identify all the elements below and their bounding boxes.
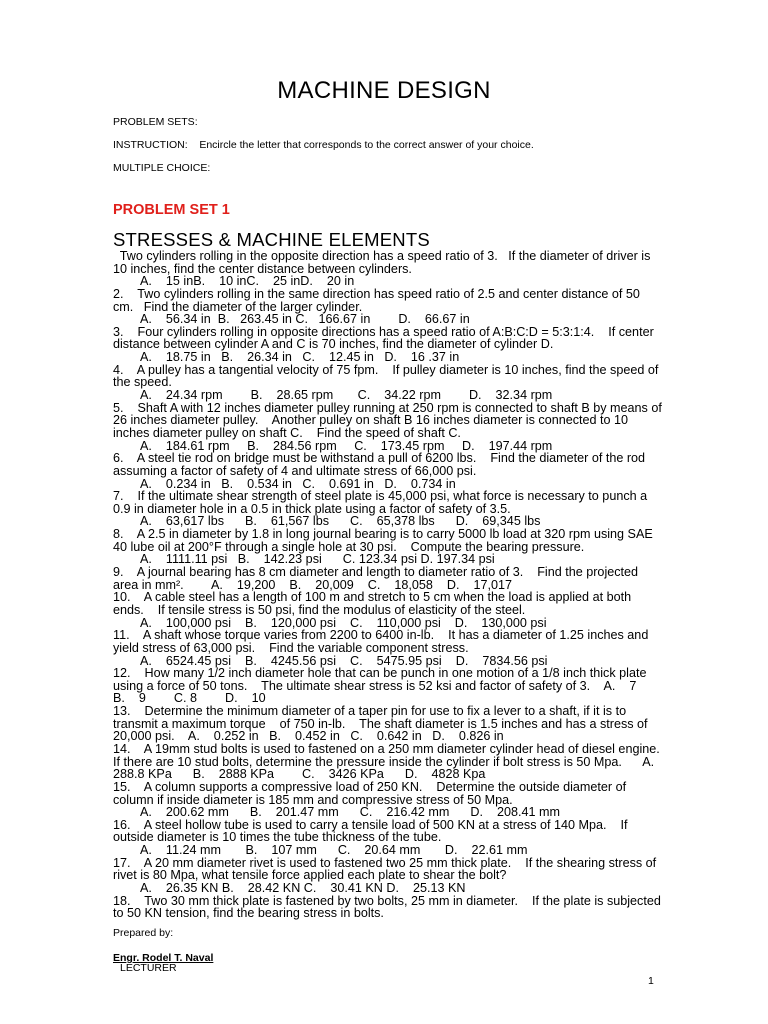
page-number: 1 bbox=[648, 975, 654, 987]
problem-line: 6. A steel tie rod on bridge must be withstand a pull of 6200 lbs. Find the diameter of the rod bbox=[113, 451, 646, 466]
author-role: LECTURER bbox=[120, 962, 177, 974]
prepared-by-label: Prepared by: bbox=[113, 927, 174, 939]
problem-line: 18. Two 30 mm thick plate is fastened by two bolts, 25 mm in diameter. If the plate is subjected bbox=[113, 893, 661, 908]
problem-line: A. 11.24 mm B. 107 mm C. 20.64 mm D. 22.61 mm bbox=[140, 843, 528, 858]
problem-line: 20,000 psi. A. 0.252 in B. 0.452 in C. 0.642 in D. 0.826 in bbox=[113, 729, 504, 744]
problem-line: A. 18.75 in B. 26.34 in C. 12.45 in D. 16 .37 in bbox=[140, 350, 460, 365]
problem-line: 5. Shaft A with 12 inches diameter pulley running at 250 rpm is connected to shaft B by means of bbox=[113, 400, 662, 415]
problem-line: outside diameter is 10 times the tube thickness of the tube. bbox=[113, 830, 442, 845]
problem-line: B. 9 C. 8 D. 10 bbox=[113, 691, 266, 706]
problem-line: inches diameter pulley on shaft C. Find the speed of shaft C. bbox=[113, 425, 461, 440]
problem-line: cm. Find the diameter of the larger cylinder. bbox=[113, 299, 363, 314]
problem-line: 15. A column supports a compressive load of 250 KN. Determine the outside diameter of bbox=[113, 779, 627, 794]
problem-line: yield stress of 63,000 psi. Find the variable component stress. bbox=[113, 640, 469, 655]
problem-line: 10. A cable steel has a length of 100 m and stretch to 5 cm when the load is applied at both bbox=[113, 590, 632, 605]
problem-line: 12. How many 1/2 inch diameter hole that can be punch in one motion of a 1/8 inch thick plate bbox=[113, 666, 647, 681]
section-title: STRESSES & MACHINE ELEMENTS bbox=[113, 229, 430, 250]
problem-line: distance between cylinder A and C is 70 inches, find the diameter of cylinder D. bbox=[113, 337, 554, 352]
problem-line: 40 lube oil at 200°F through a single hole at 30 psi. Compute the bearing pressure. bbox=[113, 539, 585, 554]
problem-line: 7. If the ultimate shear strength of steel plate is 45,000 psi, what force is necessary to punch a bbox=[113, 489, 648, 504]
problem-line: rivet is 80 Mpa, what tensile force applied each plate to shear the bolt? bbox=[113, 868, 507, 883]
problem-line: 8. A 2.5 in diameter by 1.8 in long journal bearing is to carry 5000 lb load at 320 rpm using SAE bbox=[113, 527, 653, 542]
problem-line: A. 200.62 mm B. 201.47 mm C. 216.42 mm D. 208.41 mm bbox=[140, 805, 560, 820]
problem-line: 0.9 in diameter hole in a 0.5 in thick plate using a factor of safety of 3.5. bbox=[113, 501, 511, 516]
problem-line: 10 inches, find the center distance between cylinders. bbox=[113, 261, 412, 276]
problem-line: A. 15 inB. 10 inC. 25 inD. 20 in bbox=[140, 274, 355, 289]
problem-line: column if inside diameter is 185 mm and compressive stress of 50 Mpa. bbox=[113, 792, 513, 807]
problem-line: 26 inches diameter pulley. Another pulley on shaft B 16 inches diameter is connected to 10 bbox=[113, 413, 629, 428]
problem-sets-label: PROBLEM SETS: bbox=[113, 116, 198, 128]
problem-line: transmit a maximum torque of 750 in-lb. The shaft diameter is 1.5 inches and has a stress of bbox=[113, 716, 648, 731]
problem-line: A. 6524.45 psi B. 4245.56 psi C. 5475.95 psi D. 7834.56 psi bbox=[140, 653, 548, 668]
problem-line: 13. Determine the minimum diameter of a taper pin for use to fix a lever to a shaft, if it is to bbox=[113, 704, 627, 719]
problem-line: to 50 KN tension, find the bearing stress in bolts. bbox=[113, 906, 384, 921]
problem-line: 11. A shaft whose torque varies from 2200 to 6400 in-lb. It has a diameter of 1.25 inches and bbox=[113, 628, 649, 643]
problem-line: area in mm². A. 19,200 B. 20,009 C. 18,058 D. 17,017 bbox=[113, 577, 513, 592]
instruction-text: INSTRUCTION: Encircle the letter that corresponds to the correct answer of your choice. bbox=[113, 139, 534, 151]
problem-line: 14. A 19mm stud bolts is used to fastened on a 250 mm diameter cylinder head of diesel engine. bbox=[113, 741, 660, 756]
problem-line: 4. A pulley has a tangential velocity of 75 fpm. If pulley diameter is 10 inches, find the speed of bbox=[113, 362, 659, 377]
problem-line: A. 63,617 lbs B. 61,567 lbs C. 65,378 lbs D. 69,345 lbs bbox=[140, 514, 541, 529]
multiple-choice-label: MULTIPLE CHOICE: bbox=[113, 162, 211, 174]
problem-line: 16. A steel hollow tube is used to carry a tensile load of 500 KN at a stress of 140 Mpa. If bbox=[113, 817, 628, 832]
problem-line: If there are 10 stud bolts, determine the pressure inside the cylinder if bolt stress is 50 Mpa. A. bbox=[113, 754, 655, 769]
problem-line: Two cylinders rolling in the opposite direction has a speed ratio of 3. If the diameter of driver is bbox=[113, 249, 651, 263]
problem-line: A. 56.34 in B. 263.45 in C. 166.67 in D. 66.67 in bbox=[140, 312, 470, 327]
problem-line: ends. If tensile stress is 50 psi, find the modulus of elasticity of the steel. bbox=[113, 602, 526, 617]
problem-list bbox=[113, 249, 662, 921]
problem-line: A. 24.34 rpm B. 28.65 rpm C. 34.22 rpm D. 32.34 rpm bbox=[140, 388, 553, 403]
problem-line: 17. A 20 mm diameter rivet is used to fastened two 25 mm thick plate. If the shearing stress of bbox=[113, 855, 657, 870]
problem-line: 3. Four cylinders rolling in opposite directions has a speed ratio of A:B:C:D = 5:3:1:4. If center bbox=[113, 324, 654, 339]
problem-line: using a force of 50 tons. The ultimate shear stress is 52 ksi and factor of safety of 3. A. 7 bbox=[113, 678, 637, 693]
problem-line: 288.8 KPa B. 2888 KPa C. 3426 KPa D. 4828 Kpa bbox=[113, 767, 486, 782]
problem-line: A. 0.234 in B. 0.534 in C. 0.691 in D. 0.734 in bbox=[140, 476, 456, 491]
page-title: MACHINE DESIGN bbox=[277, 77, 491, 104]
problem-line: assuming a factor of safety of 4 and ultimate stress of 66,000 psi. bbox=[113, 463, 477, 478]
problem-line: 2. Two cylinders rolling in the same direction has speed ratio of 2.5 and center distance of 50 bbox=[113, 286, 640, 301]
problem-set-heading: PROBLEM SET 1 bbox=[113, 202, 230, 218]
problem-line: A. 184.61 rpm B. 284.56 rpm C. 173.45 rpm D. 197.44 rpm bbox=[140, 438, 553, 453]
problem-line: A. 1111.11 psi B. 142.23 psi C. 123.34 psi D. 197.34 psi bbox=[140, 552, 495, 567]
problem-line: 9. A journal bearing has 8 cm diameter and length to diameter ratio of 3. Find the projected bbox=[113, 565, 639, 580]
problem-line: the speed. bbox=[113, 375, 172, 390]
problem-line: A. 26.35 KN B. 28.42 KN C. 30.41 KN D. 25.13 KN bbox=[140, 881, 466, 896]
problem-line: A. 100,000 psi B. 120,000 psi C. 110,000 psi D. 130,000 psi bbox=[140, 615, 547, 630]
author-name: Engr. Rodel T. Naval bbox=[113, 952, 214, 964]
